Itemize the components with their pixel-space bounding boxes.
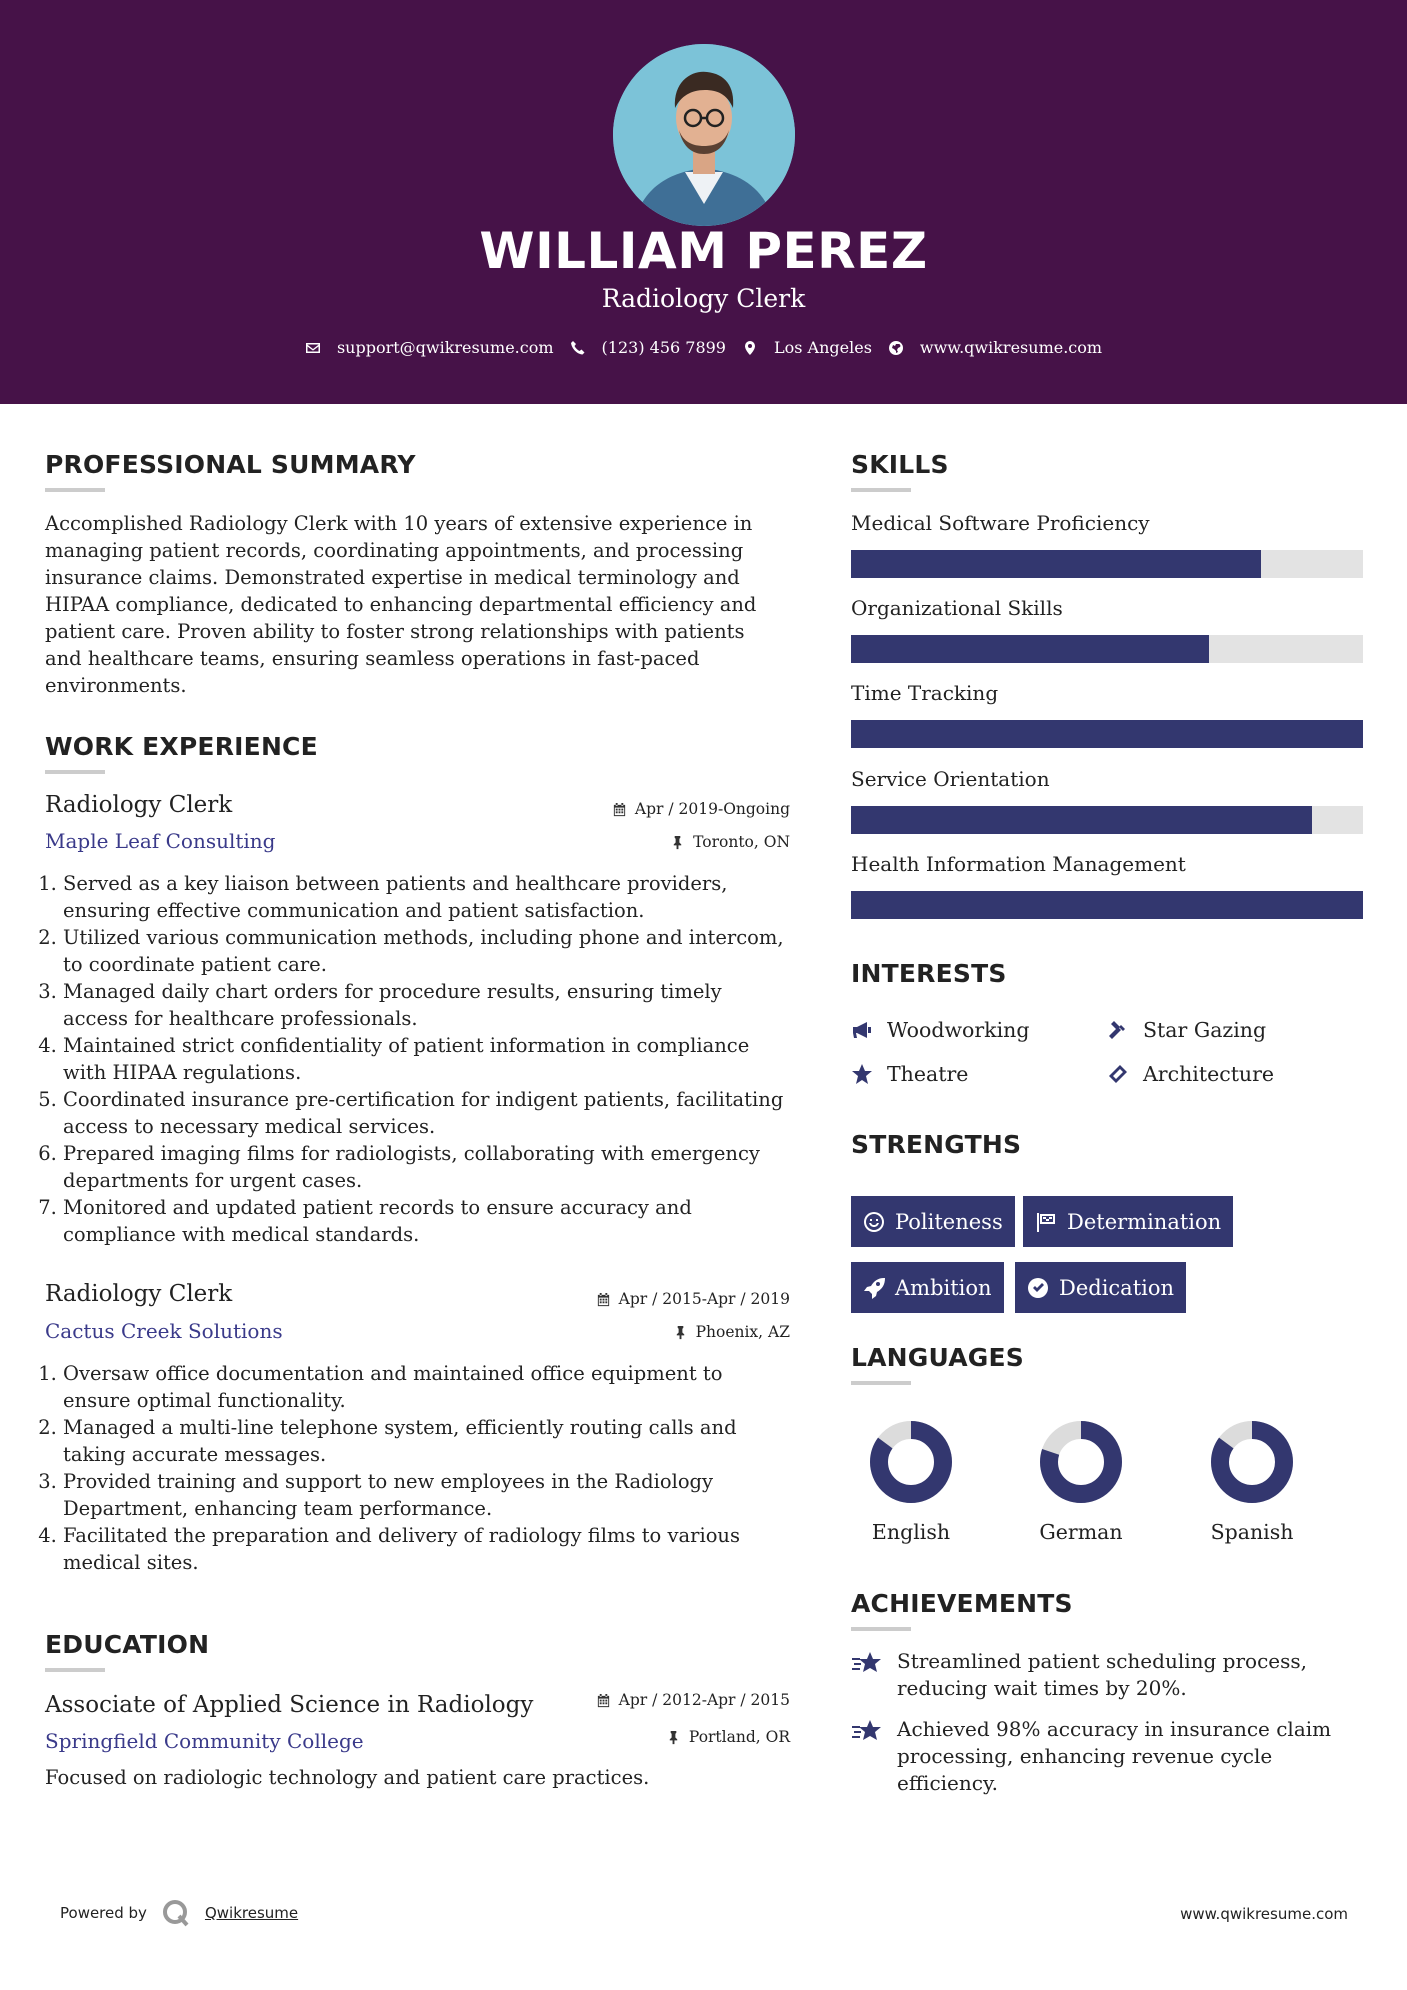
job-2-title: Radiology Clerk xyxy=(45,1281,233,1307)
qwikresume-logo-icon xyxy=(161,1898,191,1928)
skills-title: SKILLS xyxy=(851,450,949,479)
strength-ambition: Ambition xyxy=(851,1262,1004,1313)
website-text: www.qwikresume.com xyxy=(919,338,1103,357)
interest-theatre: Theatre xyxy=(851,1062,968,1086)
list-item: 4. Facilitated the preparation and delivery of radiology films to various medical sites. xyxy=(63,1522,790,1576)
skill-3-label: Time Tracking xyxy=(851,681,999,705)
job-2-location: Phoenix, AZ xyxy=(673,1323,790,1341)
star-icon xyxy=(851,1063,873,1085)
contact-bar xyxy=(0,338,1407,357)
languages-title: LANGUAGES xyxy=(851,1343,1025,1372)
skill-5-fill xyxy=(851,891,1363,919)
rocket-icon xyxy=(863,1277,885,1299)
contact-email[interactable] xyxy=(305,338,554,357)
location-text: Los Angeles xyxy=(773,338,872,357)
list-item: 7. Monitored and updated patient records to ensure accuracy and compliance with medical standards. xyxy=(63,1194,790,1248)
skill-1-label: Medical Software Proficiency xyxy=(851,511,1150,535)
language-german xyxy=(1031,1418,1131,1544)
skill-4-label: Service Orientation xyxy=(851,767,1050,791)
achievement-2: Achieved 98% accuracy in insurance claim processing, enhancing revenue cycle efficiency. xyxy=(851,1716,1371,1797)
list-item: 1. Served as a key liaison between patients and healthcare providers, ensuring effective communication and patient satisfaction. xyxy=(63,870,790,924)
footer-website[interactable]: www.qwikresume.com xyxy=(1180,1905,1348,1923)
check-circle-icon xyxy=(1027,1277,1049,1299)
job-1-location: Toronto, ON xyxy=(670,833,790,851)
calendar-icon xyxy=(596,1693,611,1708)
achievements-title: ACHIEVEMENTS xyxy=(851,1589,1073,1618)
bullhorn-icon xyxy=(851,1019,873,1041)
flag-icon xyxy=(1035,1211,1057,1233)
smile-icon xyxy=(863,1211,885,1233)
list-item: 1. Oversaw office documentation and maintained office equipment to ensure optimal functionality. xyxy=(63,1360,790,1414)
skill-3-fill xyxy=(851,720,1363,748)
achievement-1: Streamlined patient scheduling process, reducing wait times by 20%. xyxy=(851,1648,1371,1702)
job-1-responsibilities xyxy=(45,870,790,1248)
shooting-star-icon xyxy=(851,1650,883,1680)
language-donut xyxy=(867,1418,955,1506)
skill-2-fill xyxy=(851,635,1209,663)
job-2-company: Cactus Creek Solutions xyxy=(45,1319,283,1343)
summary-title: PROFESSIONAL SUMMARY xyxy=(45,450,416,479)
language-spanish xyxy=(1202,1418,1302,1544)
achievements-underline xyxy=(851,1627,911,1631)
phone-icon xyxy=(570,340,586,356)
education-school: Springfield Community College xyxy=(45,1729,364,1753)
language-donut xyxy=(1208,1418,1296,1506)
skill-2-bar xyxy=(851,635,1363,663)
skill-4-bar xyxy=(851,806,1363,834)
shooting-star-icon xyxy=(851,1718,883,1748)
education-degree: Associate of Applied Science in Radiology xyxy=(45,1692,534,1718)
map-marker-icon xyxy=(742,340,758,356)
powered-by-text: Powered by xyxy=(60,1904,147,1922)
pushpin-icon xyxy=(670,835,685,850)
job-1-company: Maple Leaf Consulting xyxy=(45,829,276,853)
job-2-responsibilities xyxy=(45,1360,790,1576)
languages-underline xyxy=(851,1381,911,1385)
ticket-icon xyxy=(1107,1063,1129,1085)
skills-underline xyxy=(851,488,911,492)
education-title: EDUCATION xyxy=(45,1630,210,1659)
skill-1-bar xyxy=(851,550,1363,578)
summary-text: Accomplished Radiology Clerk with 10 years of extensive experience in managing patient records, coordinating appointments, and processing insurance claims. Demonstrated expertise in medical terminology and HIPAA compliance, dedicated to enhancing departmental efficiency and patient care. Proven ability to foster strong relationships with patients and healthcare teams, ensuring seamless operations in fast-paced environments. xyxy=(45,512,757,697)
list-item: 2. Utilized various communication methods, including phone and intercom, to coordinate patient care. xyxy=(63,924,790,978)
contact-phone[interactable] xyxy=(570,338,726,357)
job-1-title: Radiology Clerk xyxy=(45,792,233,818)
skill-2-label: Organizational Skills xyxy=(851,596,1063,620)
profile-photo xyxy=(613,44,795,226)
strength-politeness: Politeness xyxy=(851,1196,1015,1247)
strength-determination: Determination xyxy=(1023,1196,1233,1247)
skill-5-bar xyxy=(851,891,1363,919)
contact-website[interactable] xyxy=(888,338,1102,357)
calendar-icon xyxy=(596,1292,611,1307)
interest-woodworking: Woodworking xyxy=(851,1018,1029,1042)
list-item: 2. Managed a multi-line telephone system, efficiently routing calls and taking accurate messages. xyxy=(63,1414,790,1468)
candidate-role: Radiology Clerk xyxy=(601,284,806,313)
list-item: 3. Provided training and support to new employees in the Radiology Department, enhancing team performance. xyxy=(63,1468,790,1522)
skill-3-bar xyxy=(851,720,1363,748)
education-dates: Apr / 2012-Apr / 2015 xyxy=(596,1691,790,1709)
education-description: Focused on radiologic technology and patient care practices. xyxy=(45,1766,650,1789)
calendar-icon xyxy=(612,802,627,817)
strengths-title: STRENGTHS xyxy=(851,1130,1022,1159)
candidate-name: WILLIAM PEREZ xyxy=(479,222,928,280)
qwikresume-link[interactable]: Qwikresume xyxy=(204,1904,299,1922)
summary-underline xyxy=(45,488,105,492)
strength-dedication: Dedication xyxy=(1015,1262,1186,1313)
list-item: 3. Managed daily chart orders for procedure results, ensuring timely access for healthcare professionals. xyxy=(63,978,790,1032)
pushpin-icon xyxy=(673,1325,688,1340)
globe-icon xyxy=(888,340,904,356)
footer-powered-by xyxy=(60,1898,298,1928)
education-underline xyxy=(45,1668,105,1672)
experience-underline xyxy=(45,770,105,774)
skill-5-label: Health Information Management xyxy=(851,852,1186,876)
resume-header xyxy=(0,0,1407,404)
interests-title: INTERESTS xyxy=(851,959,1007,988)
gavel-icon xyxy=(1107,1019,1129,1041)
list-item: 6. Prepared imaging films for radiologists, collaborating with emergency departments for urgent cases. xyxy=(63,1140,790,1194)
contact-location xyxy=(742,338,872,357)
list-item: 4. Maintained strict confidentiality of patient information in compliance with HIPAA regulations. xyxy=(63,1032,790,1086)
job-2-dates: Apr / 2015-Apr / 2019 xyxy=(596,1290,790,1308)
skill-1-fill xyxy=(851,550,1261,578)
language-english xyxy=(861,1418,961,1544)
skill-4-fill xyxy=(851,806,1312,834)
interest-architecture: Architecture xyxy=(1107,1062,1274,1086)
phone-text: (123) 456 7899 xyxy=(601,338,726,357)
list-item: 5. Coordinated insurance pre-certification for indigent patients, facilitating access to necessary medical services. xyxy=(63,1086,790,1140)
interest-star-gazing: Star Gazing xyxy=(1107,1018,1266,1042)
language-name: Spanish xyxy=(1210,1520,1294,1544)
education-location: Portland, OR xyxy=(666,1728,790,1746)
language-name: English xyxy=(871,1520,951,1544)
experience-title: WORK EXPERIENCE xyxy=(45,732,318,761)
email-text: support@qwikresume.com xyxy=(336,338,554,357)
envelope-icon xyxy=(305,340,321,356)
pushpin-icon xyxy=(666,1730,681,1745)
job-1-dates: Apr / 2019-Ongoing xyxy=(612,800,790,818)
language-donut xyxy=(1037,1418,1125,1506)
language-name: German xyxy=(1039,1520,1123,1544)
